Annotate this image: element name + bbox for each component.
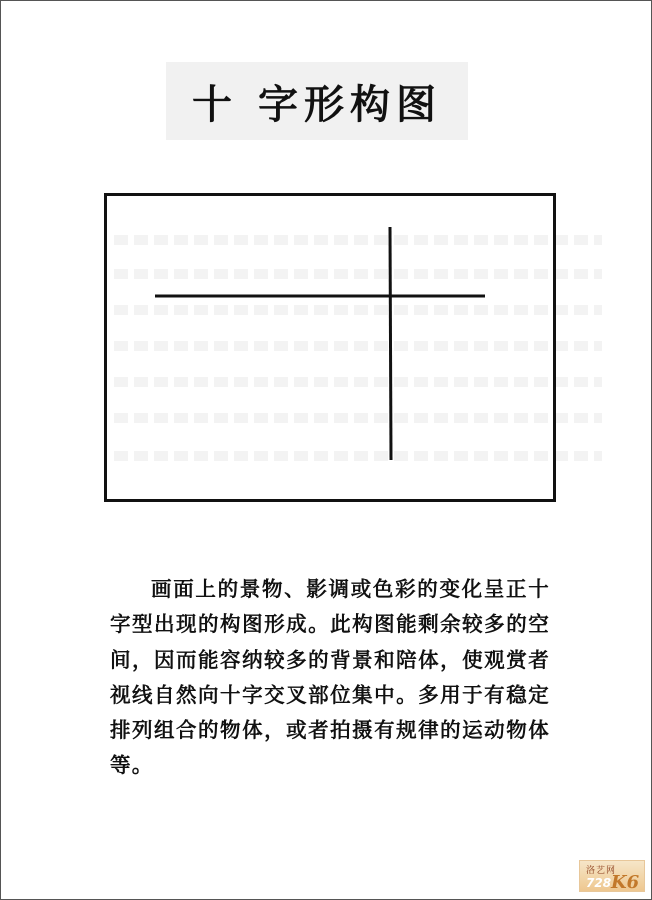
description-paragraph: 画面上的景物、影调或色彩的变化呈正十字型出现的构图形成。此构图能剩余较多的空间，因而能容纳较多的背景和陪体，使观赏者视线自然向十字交叉部位集中。多用于有稳定排列组合的物体，或者拍摄有规律的运动物体等。 <box>110 577 550 778</box>
vertical-line <box>390 227 391 460</box>
page-title: 十 字形构图 <box>192 80 442 128</box>
watermark-site-name: 洛艺网 <box>586 866 617 876</box>
watermark-number: 728 <box>586 876 612 890</box>
title-banner <box>166 62 468 140</box>
frame-rectangle <box>106 195 555 501</box>
cross-composition-diagram <box>104 193 556 502</box>
site-watermark <box>579 860 645 892</box>
watermark-brand: K6 <box>611 872 640 893</box>
